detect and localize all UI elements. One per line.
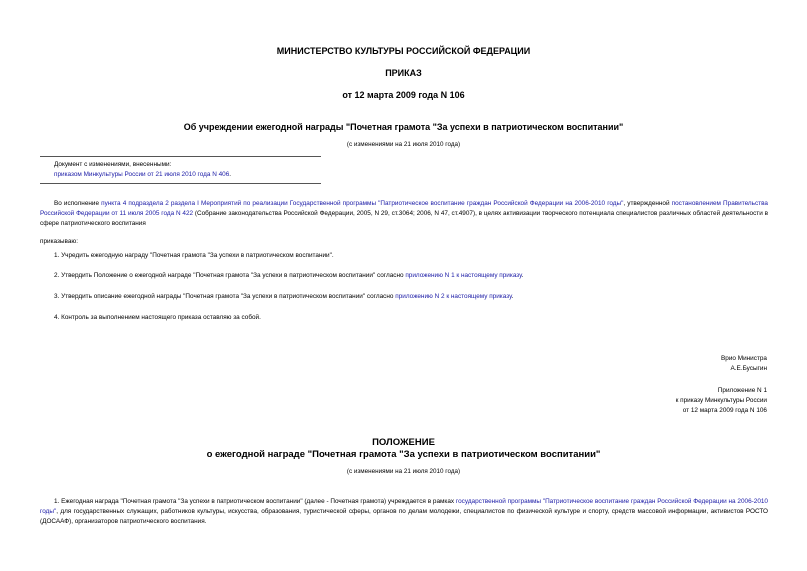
- date-number-heading: от 12 марта 2009 года N 106: [342, 90, 465, 100]
- regulation-paragraph-1: [40, 497, 768, 527]
- ministry-heading: МИНИСТЕРСТВО КУЛЬТУРЫ РОССИЙСКОЙ ФЕДЕРАЦИИ: [276, 46, 531, 56]
- appendix-line-2: к приказу Минкультуры России: [675, 397, 767, 404]
- signature-name: А.Е.Бусыгин: [730, 365, 767, 372]
- regulation-revision: (с изменениями на 21 июля 2010 года): [346, 468, 461, 475]
- signature-position: Врио Министра: [721, 355, 767, 362]
- doc-type-heading: ПРИКАЗ: [385, 68, 422, 78]
- item-1: 1. Учредить ежегодную награду "Почетная грамота "За успехи в патриотическом воспитании".: [54, 252, 334, 259]
- item-2-end: .: [521, 272, 524, 279]
- changes-link-line: [54, 170, 231, 180]
- regulation-text-1: 1. Ежегодная награда "Почетная грамота "За успехи в патриотическом воспитании" (далее - Почетная грамота) учреждается в рамках: [54, 498, 456, 505]
- intro-text-1: Во исполнение: [54, 200, 102, 207]
- regulation-subtitle: о ежегодной награде "Почетная грамота "За успехи в патриотическом воспитании": [206, 449, 601, 460]
- regulation-title: ПОЛОЖЕНИЕ: [372, 437, 435, 448]
- changes-bottom-rule: [40, 183, 321, 184]
- document-title: Об учреждении ежегодной награды "Почетная грамота "За успехи в патриотическом воспитании": [183, 122, 624, 132]
- intro-text-2: , утвержденной: [623, 200, 672, 207]
- item-2-link[interactable]: приложению N 1 к настоящему приказу: [405, 272, 522, 279]
- changes-box: [54, 160, 231, 180]
- appendix-line-1: Приложение N 1: [717, 387, 767, 394]
- appendix-block: [676, 386, 767, 416]
- signature-block: [721, 354, 767, 374]
- regulation-text-2: , для государственных служащих, работников культуры, искусства, образования, туристической сферы, органов по делам молодежи, специалистов по физической культуре и спорту, средств массовой информации, активистов РОСТО (ДОСААФ), организаторов патриотического воспитания.: [40, 508, 768, 525]
- revision-note: (с изменениями на 21 июля 2010 года): [346, 141, 461, 148]
- item-2: [54, 272, 524, 279]
- item-3-end: .: [511, 293, 514, 300]
- changes-top-rule: [40, 156, 321, 157]
- order-word: приказываю:: [40, 238, 78, 245]
- regulation-link-program[interactable]: государственной программы "Патриотическое воспитание граждан Российской Федерации на 2006-2010 годы": [40, 498, 768, 515]
- item-3: [54, 293, 513, 300]
- intro-link-resolution[interactable]: постановлением Правительства Российской Федерации от 11 июля 2005 года N 422: [40, 200, 768, 217]
- item-3-text: 3. Утвердить описание ежегодной награды "Почетная грамота "За успехи в патриотическом воспитании" согласно: [54, 293, 396, 300]
- changes-link[interactable]: приказом Минкультуры России от 21 июля 2010 года N 406: [54, 171, 230, 178]
- intro-paragraph: [40, 199, 768, 229]
- intro-link-program[interactable]: пункта 4 подраздела 2 раздела I Мероприятий по реализации Государственной программы "Патриотическое воспитание граждан Российской Федерации на 2006-2010 годы": [101, 200, 624, 207]
- changes-label: Документ с изменениями, внесенными:: [54, 161, 172, 168]
- item-2-text: 2. Утвердить Положение о ежегодной награде "Почетная грамота "За успехи в патриотическом воспитании" согласно: [54, 272, 406, 279]
- item-4: 4. Контроль за выполнением настоящего приказа оставляю за собой.: [54, 314, 261, 321]
- changes-link-suffix: .: [229, 171, 232, 178]
- appendix-line-3: от 12 марта 2009 года N 106: [682, 407, 767, 414]
- intro-text-3: (Собрание законодательства Российской Федерации, 2005, N 29, ст.3064; 2006, N 47, ст.4907), в целях активизации творческого потенциала специалистов различных областей деятельности в сфере патриотического воспитания: [40, 210, 768, 227]
- item-3-link[interactable]: приложению N 2 к настоящему приказу: [395, 293, 512, 300]
